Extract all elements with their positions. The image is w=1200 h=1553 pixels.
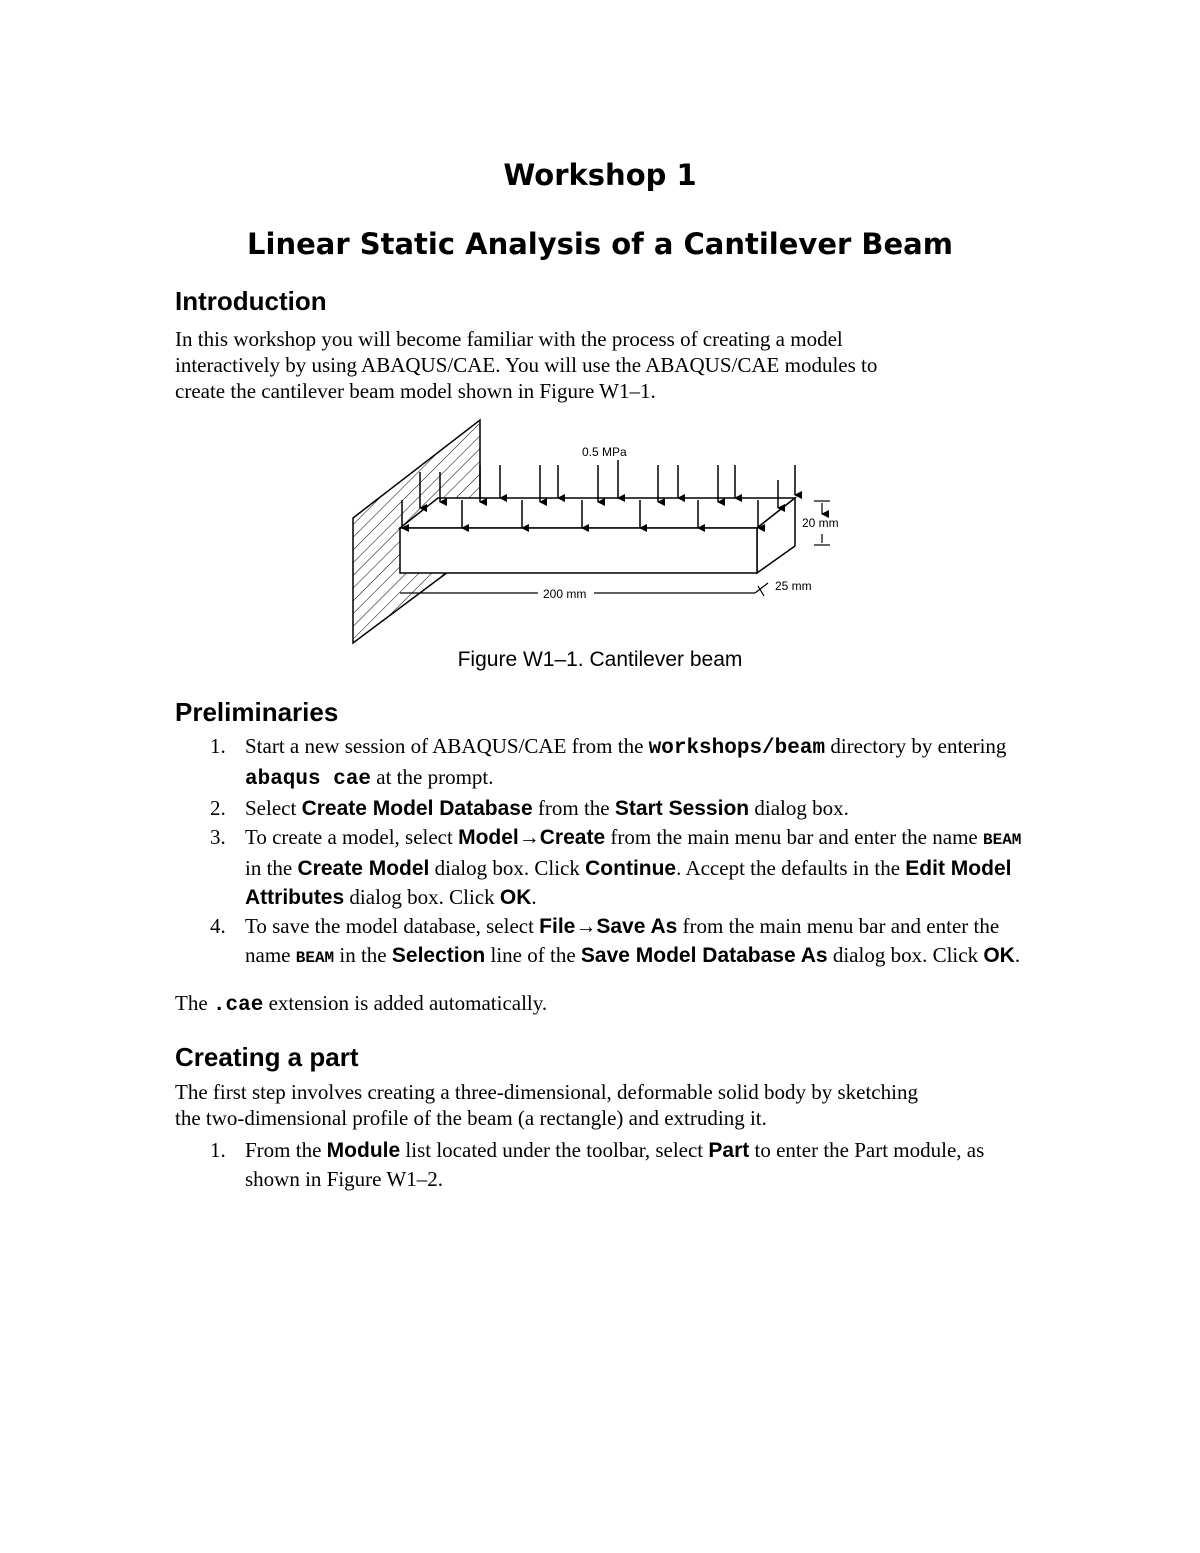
step-text: line of the xyxy=(485,943,581,967)
ui-term: Module xyxy=(326,1139,401,1162)
ui-term: Start Session xyxy=(614,797,750,820)
beam-body xyxy=(400,498,795,573)
step-text: dialog box. Click xyxy=(827,943,984,967)
creating-part-line: The first step involves creating a three-dimensional, deformable solid body by sketching xyxy=(175,1080,918,1104)
step-item xyxy=(175,732,1035,794)
step-number: 2. xyxy=(210,796,226,820)
step-number: 4. xyxy=(210,914,226,938)
step-text: from the main menu bar and enter the name xyxy=(245,914,1000,967)
step-text: Select xyxy=(245,796,302,820)
introduction-heading: Introduction xyxy=(175,286,327,316)
step-text: in the xyxy=(245,856,298,880)
creating-part-paragraph xyxy=(175,1079,1035,1131)
step-text: list located under the toolbar, select xyxy=(400,1138,709,1162)
step-text: dialog box. Click xyxy=(429,856,586,880)
code-term: workshops/beam xyxy=(648,737,826,760)
code-term: BEAM xyxy=(295,949,335,967)
intro-line: interactively by using ABAQUS/CAE. You will use the ABAQUS/CAE modules to xyxy=(175,353,878,377)
step-item xyxy=(175,823,1035,912)
ui-term: Continue xyxy=(585,857,677,880)
ui-term: Create Model Database xyxy=(301,797,533,820)
ui-term: Save Model Database As xyxy=(580,944,828,967)
width-label: 25 mm xyxy=(775,579,812,593)
step-text: at the prompt. xyxy=(371,765,494,789)
step-number: 1. xyxy=(210,734,226,758)
preliminaries-heading: Preliminaries xyxy=(175,697,339,727)
page-subtitle: Linear Static Analysis of a Cantilever Beam xyxy=(247,227,953,261)
step-text: to enter the Part module, as shown in Figure W1–2. xyxy=(245,1138,985,1191)
height-label: 20 mm xyxy=(802,516,839,530)
step-text: To create a model, select xyxy=(245,825,459,849)
step-item xyxy=(175,794,1035,823)
load-label: 0.5 MPa xyxy=(582,445,627,459)
ui-term: Part xyxy=(708,1139,750,1162)
step-item xyxy=(175,1136,1035,1193)
ui-term: Selection xyxy=(391,944,486,967)
step-text: From the xyxy=(245,1138,327,1162)
creating-part-heading: Creating a part xyxy=(175,1042,359,1072)
introduction-paragraph xyxy=(175,326,1035,404)
step-text: . Accept the defaults in the xyxy=(676,856,906,880)
step-text: . xyxy=(531,885,537,909)
step-text: from the main menu bar and enter the name xyxy=(605,825,983,849)
step-number: 1. xyxy=(210,1138,226,1162)
intro-line: In this workshop you will become familiar with the process of creating a model xyxy=(175,327,843,351)
step-text: To save the model database, select xyxy=(245,914,540,938)
ui-term: Edit Model Attributes xyxy=(245,857,1012,909)
preliminaries-note xyxy=(175,990,1035,1019)
step-text: in the xyxy=(334,943,392,967)
step-text: directory by entering xyxy=(825,734,1007,758)
preliminaries-steps xyxy=(175,732,1035,972)
code-term: BEAM xyxy=(982,831,1022,849)
cantilever-beam-figure xyxy=(340,410,860,650)
step-number: 3. xyxy=(210,825,226,849)
step-item xyxy=(175,912,1035,972)
step-text: The xyxy=(175,991,213,1015)
ui-term: OK xyxy=(499,886,532,909)
creating-part-steps xyxy=(175,1136,1035,1193)
code-term: abaqus cae xyxy=(245,768,372,791)
intro-line: create the cantilever beam model shown in Figure W1–1. xyxy=(175,379,656,403)
length-label: 200 mm xyxy=(543,587,587,601)
figure-caption: Figure W1–1. Cantilever beam xyxy=(457,648,743,671)
step-text: from the xyxy=(532,796,615,820)
step-text: dialog box. xyxy=(749,796,849,820)
step-text: dialog box. Click xyxy=(344,885,500,909)
code-term: .cae xyxy=(212,994,264,1017)
page-title: Workshop 1 xyxy=(503,158,697,192)
creating-part-line: the two-dimensional profile of the beam (a rectangle) and extruding it. xyxy=(175,1106,767,1130)
ui-term: OK xyxy=(983,944,1015,967)
step-text: extension is added automatically. xyxy=(263,991,548,1015)
ui-term: Model→Create xyxy=(458,826,606,849)
step-text: Start a new session of ABAQUS/CAE from the xyxy=(245,734,649,758)
step-text: . xyxy=(1014,943,1021,967)
ui-term: File→Save As xyxy=(539,915,678,938)
width-dimension xyxy=(755,583,768,596)
ui-term: Create Model xyxy=(297,857,430,880)
